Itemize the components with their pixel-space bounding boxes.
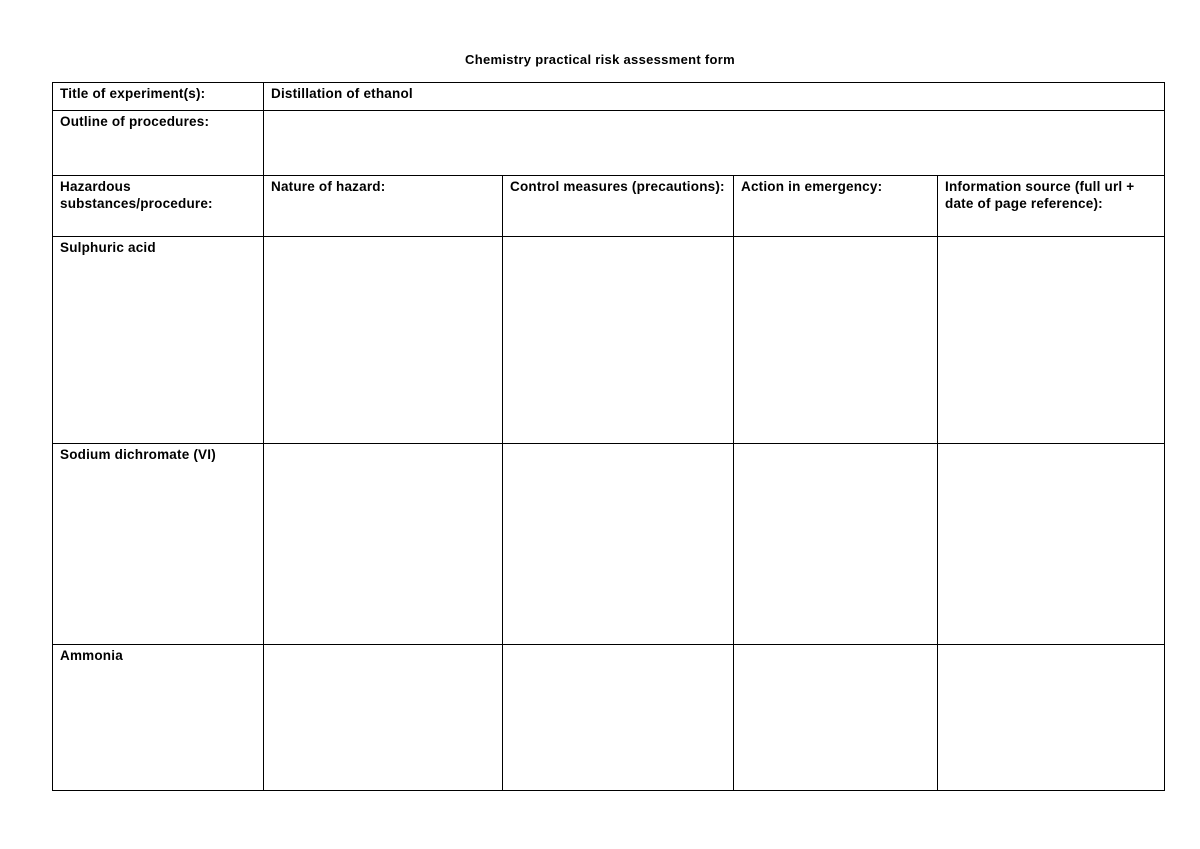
- table-row: [53, 444, 1165, 645]
- outline-label: Outline of procedures:: [53, 111, 264, 176]
- header-nature: Nature of hazard:: [264, 176, 503, 237]
- nature-cell[interactable]: [264, 444, 503, 645]
- control-cell[interactable]: [503, 645, 734, 791]
- header-control: Control measures (precautions):: [503, 176, 734, 237]
- substance-cell: Sodium dichromate (VI): [53, 444, 264, 645]
- emergency-cell[interactable]: [734, 444, 938, 645]
- nature-cell[interactable]: [264, 645, 503, 791]
- outline-row: [53, 111, 1165, 176]
- source-cell[interactable]: [938, 444, 1165, 645]
- control-cell[interactable]: [503, 444, 734, 645]
- experiment-title-label: Title of experiment(s):: [53, 83, 264, 111]
- header-source: Information source (full url + date of page reference):: [938, 176, 1165, 237]
- table-header-row: [53, 176, 1165, 237]
- control-cell[interactable]: [503, 237, 734, 444]
- substance-cell: Ammonia: [53, 645, 264, 791]
- emergency-cell[interactable]: [734, 237, 938, 444]
- nature-cell[interactable]: [264, 237, 503, 444]
- experiment-title-field[interactable]: Distillation of ethanol: [264, 83, 1165, 111]
- source-cell[interactable]: [938, 237, 1165, 444]
- substance-cell: Sulphuric acid: [53, 237, 264, 444]
- table-row: [53, 645, 1165, 791]
- header-emergency: Action in emergency:: [734, 176, 938, 237]
- page-title: Chemistry practical risk assessment form: [465, 52, 735, 67]
- experiment-title-row: [53, 83, 1165, 111]
- outline-field[interactable]: [264, 111, 1165, 176]
- header-substance: Hazardous substances/procedure:: [53, 176, 264, 237]
- risk-assessment-table: [52, 82, 1165, 791]
- table-row: [53, 237, 1165, 444]
- source-cell[interactable]: [938, 645, 1165, 791]
- emergency-cell[interactable]: [734, 645, 938, 791]
